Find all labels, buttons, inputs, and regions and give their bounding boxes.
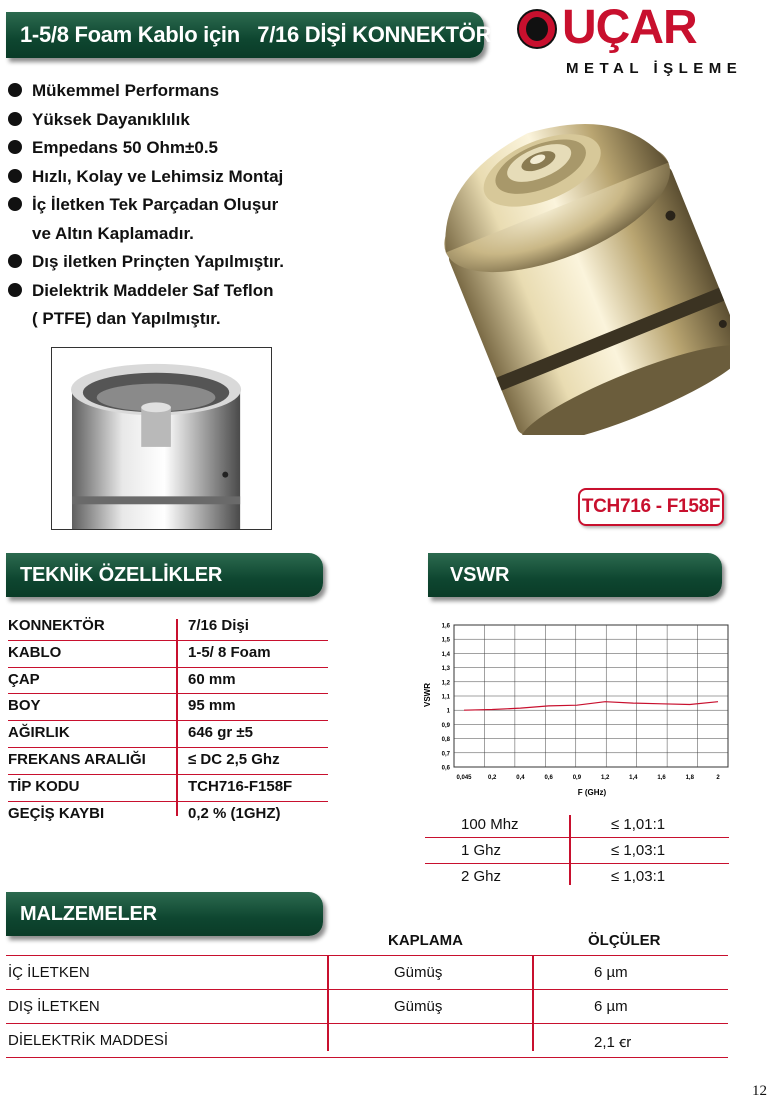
materials-coating-header: KAPLAMA — [388, 932, 463, 949]
connector-detail-photo — [51, 347, 272, 530]
table-row: GEÇİŞ KAYBI 0,2 % (1GHZ) — [8, 804, 281, 822]
chart-y-tick: 1,3 — [441, 666, 450, 673]
table-row: 2 Ghz ≤ 1,03:1 — [461, 868, 666, 885]
page-number: 12 — [752, 1083, 767, 1099]
chart-y-tick: 0,7 — [441, 751, 450, 758]
page-title: 1-5/8 Foam Kablo için 7/16 DİŞİ KONNEKTÖR — [20, 22, 492, 47]
chart-y-tick: 0,9 — [441, 722, 450, 729]
feature-item-continued: ( PTFE) dan Yapılmıştır. — [32, 309, 221, 328]
chart-y-tick: 0,6 — [441, 765, 450, 772]
connector-photo — [420, 95, 730, 435]
chart-x-tick: 0,045 — [456, 775, 472, 781]
feature-list — [6, 80, 336, 337]
chart-x-tick: 1,2 — [600, 775, 610, 781]
specs-title: TEKNİK ÖZELLİKLER — [20, 563, 223, 586]
feature-item: Yüksek Dayanıklılık — [6, 109, 336, 138]
chart-y-tick: 1,6 — [441, 623, 450, 630]
table-row: BOY 95 mm — [8, 694, 328, 721]
table-row: KABLO 1-5/ 8 Foam — [8, 641, 328, 668]
materials-table — [6, 955, 728, 1058]
chart-y-label: VSWR — [423, 683, 432, 707]
chart-y-tick: 1,5 — [441, 637, 450, 644]
vswr-series-line — [464, 702, 718, 711]
materials-title: MALZEMELER — [20, 902, 157, 925]
chart-x-tick: 0,4 — [516, 775, 525, 781]
table-row: 1 Ghz ≤ 1,03:1 — [425, 838, 729, 864]
table-row: ÇAP 60 mm — [8, 668, 328, 695]
table-row: TİP KODU TCH716-F158F — [8, 775, 328, 802]
product-code-badge: TCH716 - F158F — [578, 488, 724, 526]
specs-table — [8, 614, 328, 827]
materials-banner — [6, 892, 323, 936]
vswr-table — [425, 812, 729, 889]
chart-x-label: F (GHz) — [577, 788, 607, 797]
table-row: FREKANS ARALIĞI ≤ DC 2,5 Ghz — [8, 748, 328, 775]
logo-icon — [517, 9, 557, 49]
chart-y-tick: 1,2 — [441, 680, 450, 687]
chart-x-tick: 0,2 — [488, 775, 497, 781]
feature-item: Dielektrik Maddeler Saf Teflon — [6, 280, 336, 309]
materials-size-header: ÖLÇÜLER — [588, 932, 661, 949]
table-row: AĞIRLIK 646 gr ±5 — [8, 721, 328, 748]
table-row: İÇ İLETKEN Gümüş 6 µm — [6, 955, 728, 989]
table-row: DIŞ İLETKEN Gümüş 6 µm — [6, 989, 728, 1023]
chart-x-tick: 1,6 — [657, 775, 666, 781]
feature-item: Hızlı, Kolay ve Lehimsiz Montaj — [6, 166, 336, 195]
specs-banner — [6, 553, 323, 597]
chart-y-tick: 1 — [446, 708, 450, 715]
table-row: 100 Mhz ≤ 1,01:1 — [425, 812, 729, 838]
feature-item: Mükemmel Performans — [6, 80, 336, 109]
chart-x-tick: 0,9 — [572, 775, 582, 781]
vswr-chart — [418, 615, 738, 800]
feature-item: Empedans 50 Ohm±0.5 — [6, 137, 336, 166]
vswr-title: VSWR — [450, 563, 510, 586]
chart-x-tick: 1,4 — [629, 775, 638, 781]
feature-item-continued: ve Altın Kaplamadır. — [32, 223, 194, 243]
feature-item: Dış iletken Prinçten Yapılmıştır. — [6, 251, 336, 280]
chart-x-tick: 0,6 — [544, 775, 553, 781]
title-banner — [6, 12, 492, 58]
logo-subtitle: METAL İŞLEME — [566, 60, 743, 77]
table-row: KONNEKTÖR 7/16 Dişi — [8, 614, 328, 641]
chart-y-tick: 1,4 — [441, 651, 450, 658]
vswr-banner — [428, 553, 722, 597]
chart-x-tick: 1,8 — [685, 775, 694, 781]
feature-item: İç İletken Tek Parçadan Oluşur — [6, 194, 336, 223]
chart-x-tick: 2 — [716, 775, 720, 781]
logo-wordmark: UÇAR — [562, 1, 697, 54]
table-row: DİELEKTRİK MADDESİ 2,1 ꞓr — [6, 1023, 728, 1058]
chart-y-tick: 1,1 — [441, 694, 450, 701]
chart-y-tick: 0,8 — [441, 737, 450, 744]
